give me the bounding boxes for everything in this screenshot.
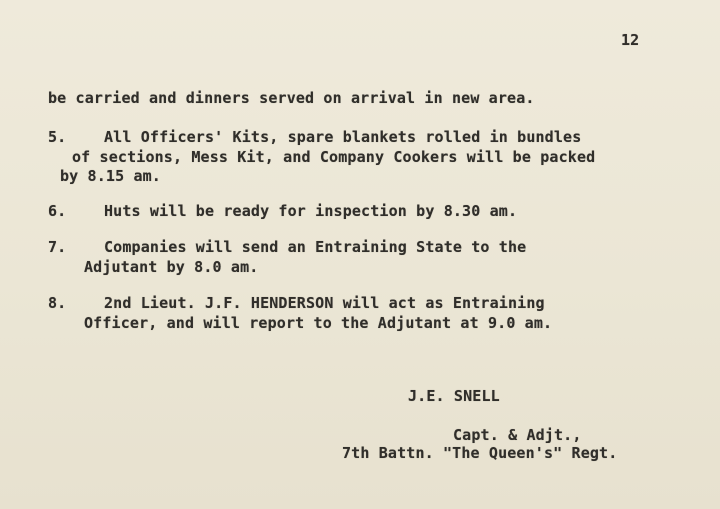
page-number: 12 — [621, 31, 640, 49]
item-7-line-1: Companies will send an Entraining State to the — [104, 238, 527, 256]
item-7-line-2: Adjutant by 8.0 am. — [84, 258, 259, 276]
item-6-line-1: Huts will be ready for inspection by 8.30 am. — [104, 202, 518, 220]
item-7-number: 7. — [48, 238, 67, 256]
signature-title: Capt. & Adjt., — [453, 426, 582, 444]
continuation-line: be carried and dinners served on arrival in new area. — [48, 89, 535, 107]
signature-name: J.E. SNELL — [408, 387, 500, 405]
item-6-number: 6. — [48, 202, 67, 220]
item-8-line-2: Officer, and will report to the Adjutant at 9.0 am. — [84, 314, 553, 332]
item-8-line-1: 2nd Lieut. J.F. HENDERSON will act as Entraining — [104, 294, 545, 312]
item-8-number: 8. — [48, 294, 67, 312]
item-5-line-2: of sections, Mess Kit, and Company Cookers will be packed — [72, 148, 596, 166]
item-5-line-3: by 8.15 am. — [60, 167, 161, 185]
item-5-line-1: All Officers' Kits, spare blankets rolled in bundles — [104, 128, 582, 146]
signature-unit: 7th Battn. "The Queen's" Regt. — [342, 444, 618, 462]
item-5-number: 5. — [48, 128, 67, 146]
